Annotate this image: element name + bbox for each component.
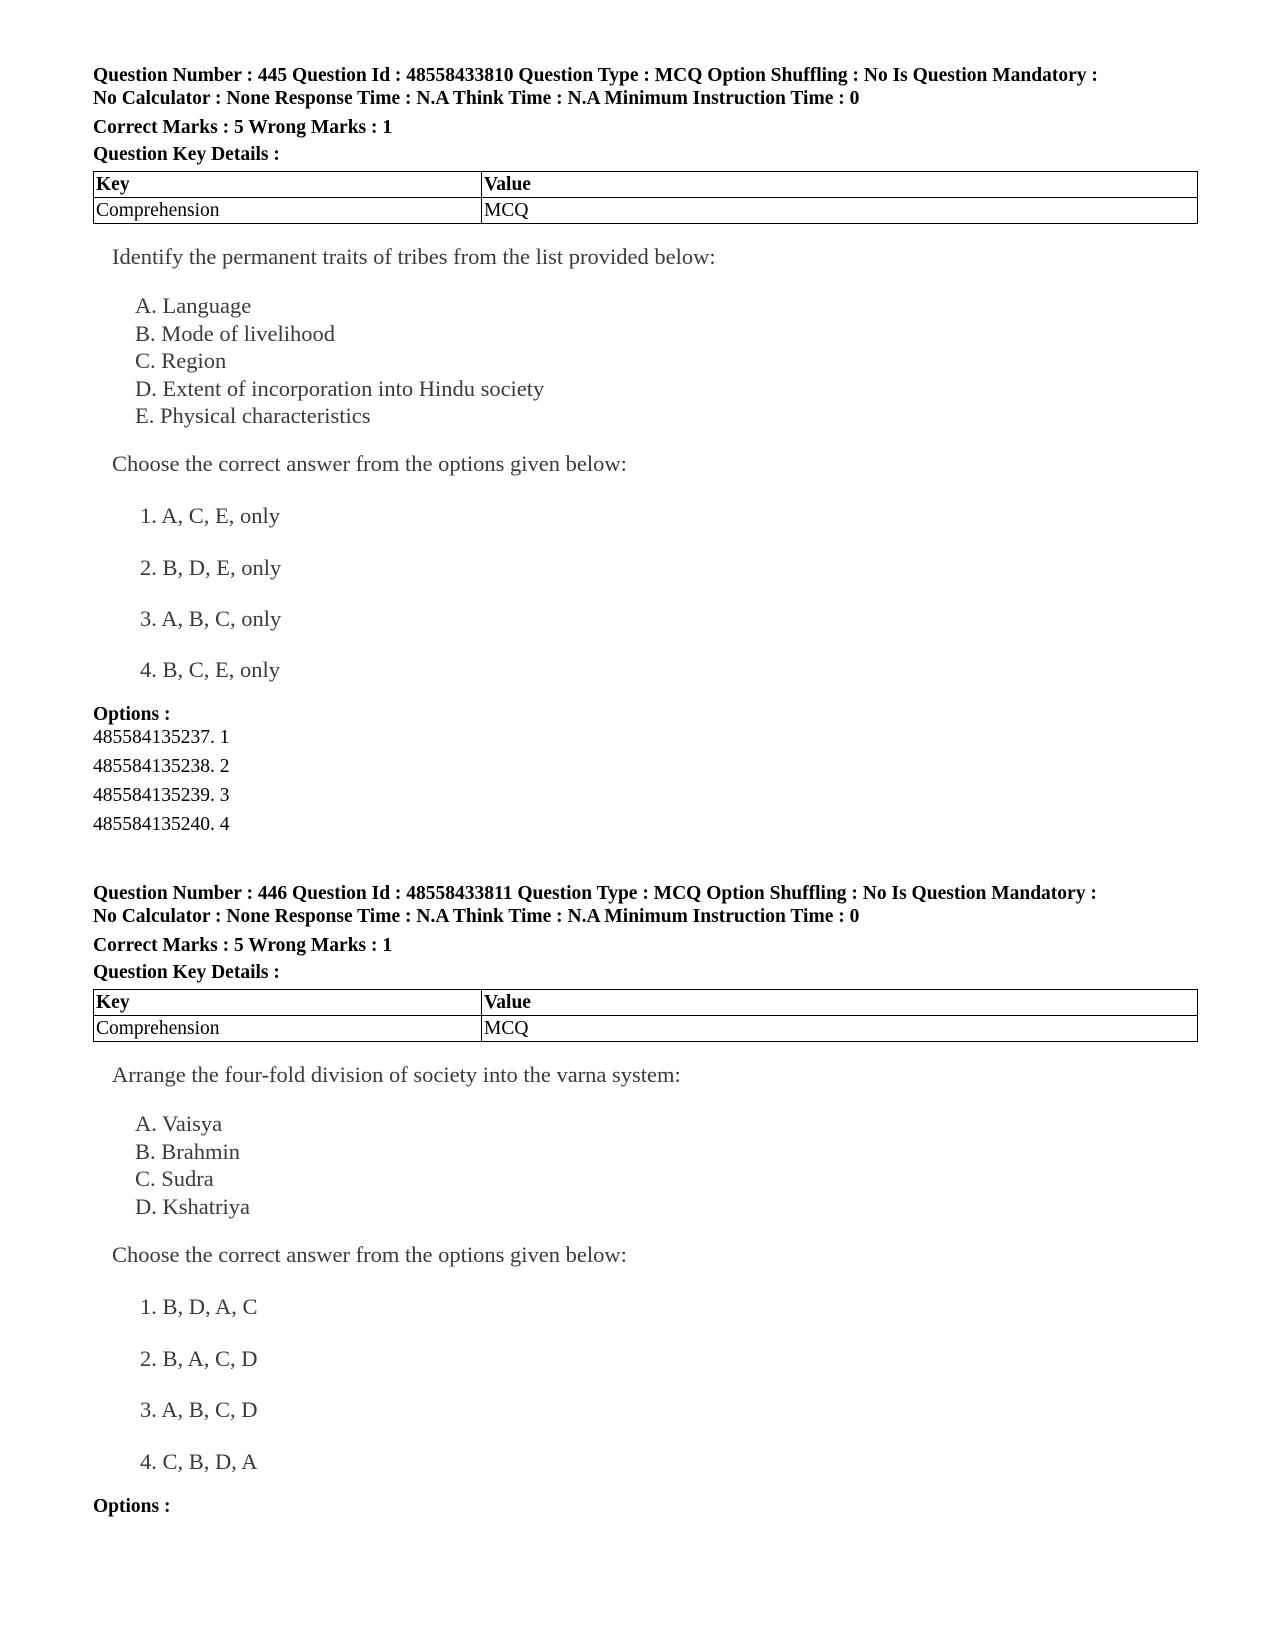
option-item: 485584135239. 3 bbox=[93, 785, 230, 806]
list-item: A. Language bbox=[135, 293, 252, 318]
choose-instruction: Choose the correct answer from the options given below: bbox=[112, 451, 627, 476]
list-item: C. Region bbox=[135, 348, 227, 373]
list-item: C. Sudra bbox=[135, 1166, 214, 1191]
table-header-key: Key bbox=[94, 172, 482, 198]
list-item: B. Brahmin bbox=[135, 1138, 240, 1164]
option-item: 485584135238. 2 bbox=[93, 756, 230, 777]
table-row bbox=[94, 198, 1198, 224]
question-445-meta bbox=[93, 64, 1203, 110]
answer-choice: 1. A, C, E, only bbox=[140, 503, 281, 528]
marks-line: Correct Marks : 5 Wrong Marks : 1 bbox=[93, 935, 393, 956]
question-meta-line: No Calculator : None Response Time : N.A Think Time : N.A Minimum Instruction Time : 0 bbox=[93, 906, 860, 927]
answer-choice: 4. C, B, D, A bbox=[140, 1449, 258, 1474]
table-header-key: Key bbox=[94, 990, 482, 1016]
list-item: D. Extent of incorporation into Hindu society bbox=[135, 375, 545, 401]
table-header-value: Value bbox=[482, 990, 1198, 1016]
key-details-label: Question Key Details : bbox=[93, 962, 280, 983]
options-label: Options : bbox=[93, 1496, 171, 1517]
question-statement: Identify the permanent traits of tribes from the list provided below: bbox=[112, 244, 716, 269]
question-meta-line: Question Number : 445 Question Id : 48558433810 Question Type : MCQ Option Shuffling : No Is Question Mandatory : bbox=[93, 65, 1098, 86]
option-item: 485584135237. 1 bbox=[93, 727, 230, 748]
question-446-meta bbox=[93, 882, 1203, 928]
list-item: A. Vaisya bbox=[135, 1111, 223, 1136]
question-meta-line: No Calculator : None Response Time : N.A Think Time : N.A Minimum Instruction Time : 0 bbox=[93, 88, 860, 109]
answer-choice: 2. B, D, E, only bbox=[140, 555, 282, 580]
table-cell-key: Comprehension bbox=[94, 198, 482, 224]
answer-choice: 2. B, A, C, D bbox=[140, 1346, 258, 1371]
list-item: D. Kshatriya bbox=[135, 1193, 250, 1219]
key-details-table bbox=[93, 989, 1198, 1042]
table-header-value: Value bbox=[482, 172, 1198, 198]
question-meta-line: Question Number : 446 Question Id : 48558433811 Question Type : MCQ Option Shuffling : No Is Question Mandatory : bbox=[93, 883, 1097, 904]
options-label: Options : bbox=[93, 704, 171, 725]
marks-line: Correct Marks : 5 Wrong Marks : 1 bbox=[93, 117, 393, 138]
table-cell-value: MCQ bbox=[482, 1016, 1198, 1042]
table-cell-value: MCQ bbox=[482, 198, 1198, 224]
answer-choice: 1. B, D, A, C bbox=[140, 1294, 258, 1319]
options-list bbox=[93, 723, 230, 839]
option-item: 485584135240. 4 bbox=[93, 814, 230, 835]
key-details-label: Question Key Details : bbox=[93, 144, 280, 165]
key-details-table bbox=[93, 171, 1198, 224]
answer-choice: 3. A, B, C, only bbox=[140, 606, 282, 631]
table-cell-key: Comprehension bbox=[94, 1016, 482, 1042]
choose-instruction: Choose the correct answer from the options given below: bbox=[112, 1242, 627, 1267]
question-statement: Arrange the four-fold division of society into the varna system: bbox=[112, 1062, 681, 1087]
table-row bbox=[94, 1016, 1198, 1042]
list-item: E. Physical characteristics bbox=[135, 403, 371, 428]
answer-choice: 4. B, C, E, only bbox=[140, 657, 281, 682]
statement-list bbox=[135, 292, 544, 430]
answer-choice: 3. A, B, C, D bbox=[140, 1397, 258, 1422]
list-item: B. Mode of livelihood bbox=[135, 320, 335, 346]
table-header-row bbox=[94, 172, 1198, 198]
statement-list bbox=[135, 1110, 250, 1220]
table-header-row bbox=[94, 990, 1198, 1016]
